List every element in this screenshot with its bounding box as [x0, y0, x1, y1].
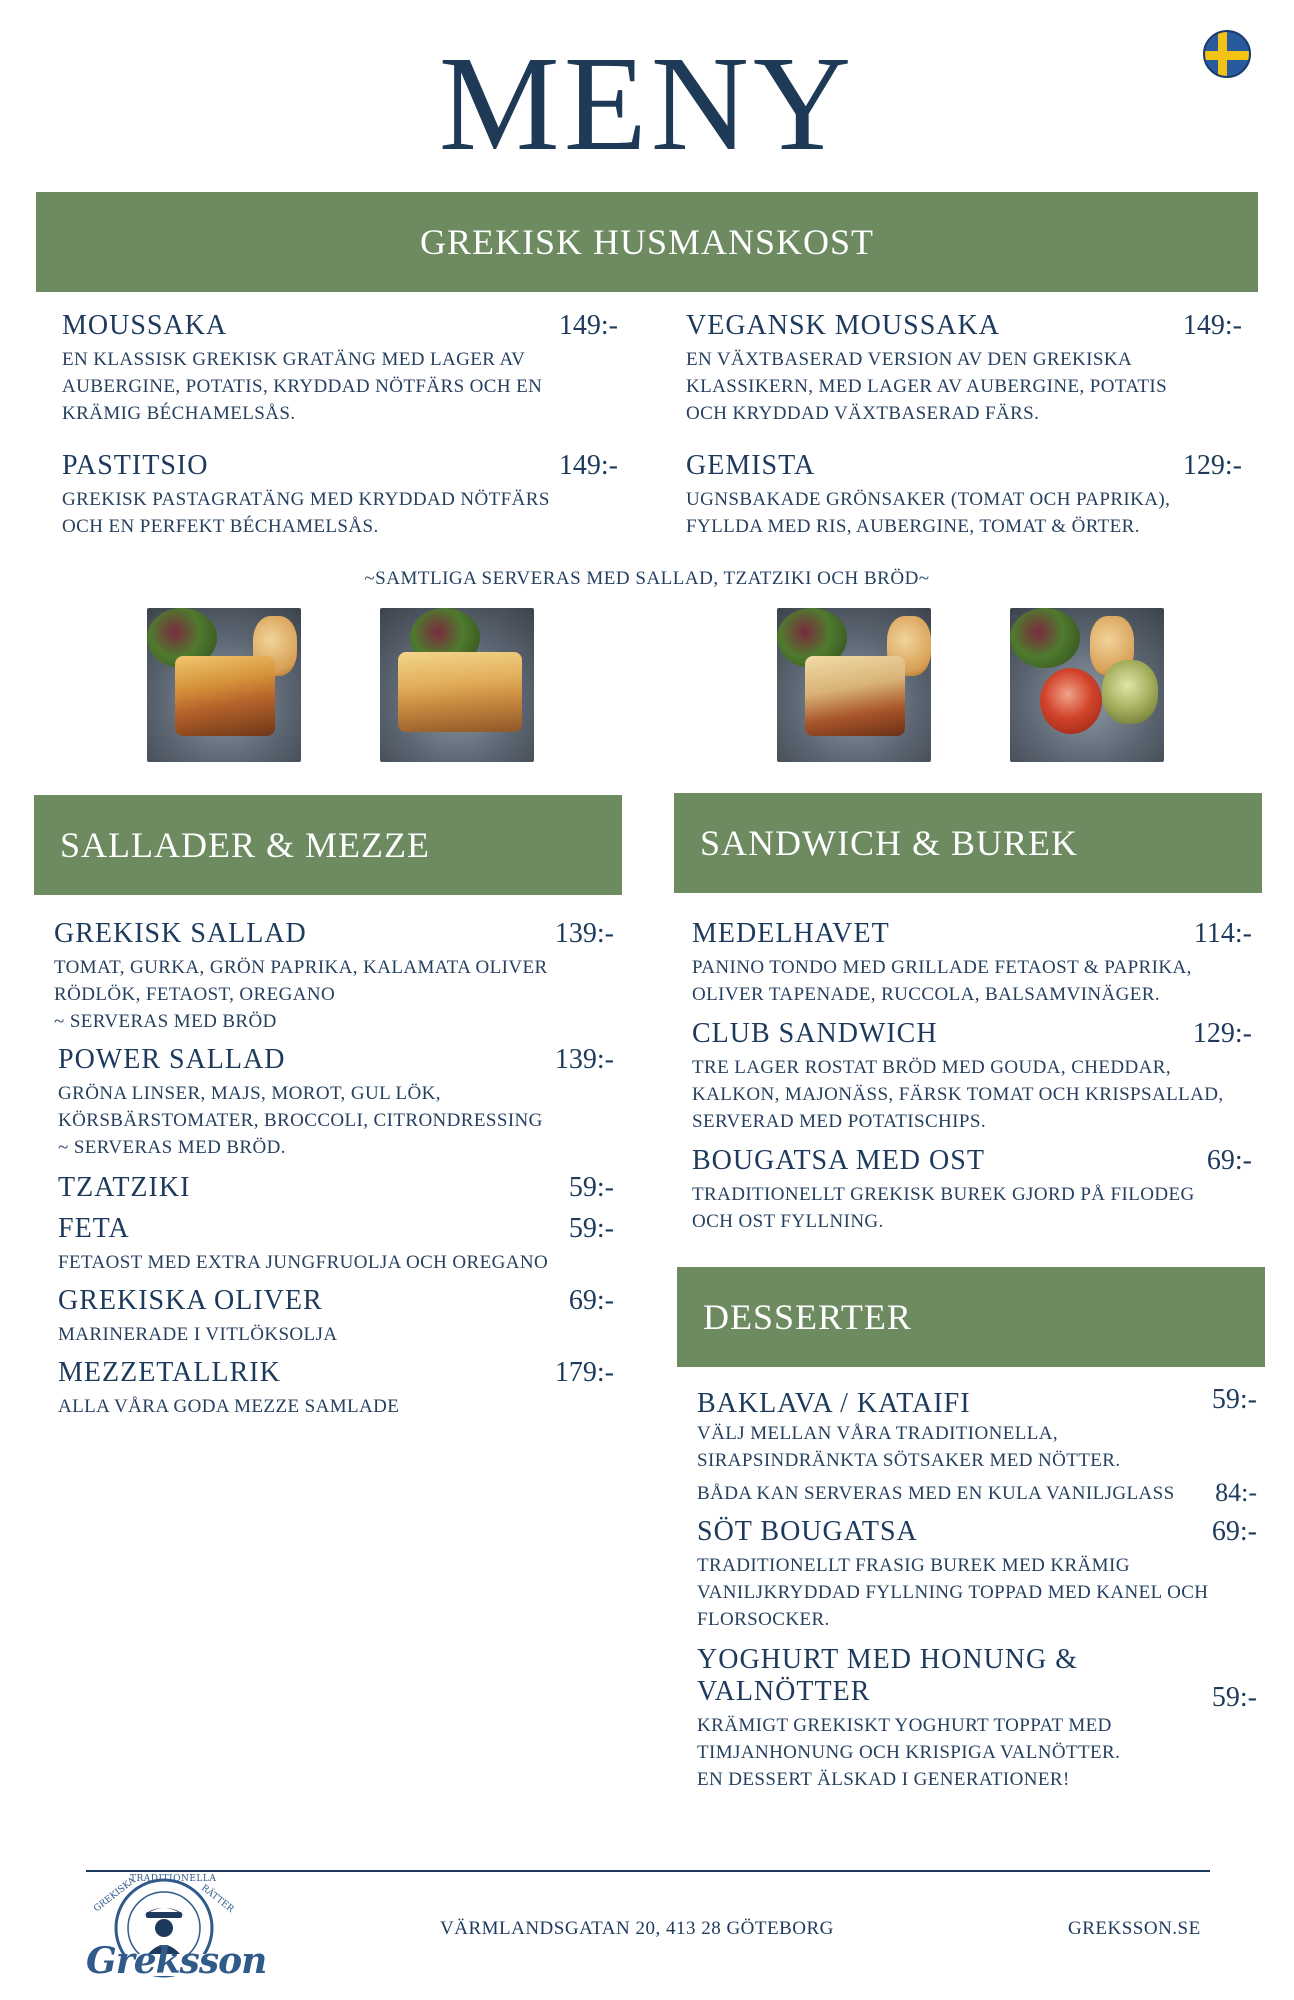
logo-wordmark: Greksson — [86, 1940, 267, 1982]
menu-item-vegansk-moussaka — [686, 310, 1242, 427]
item-name: GEMISTA — [686, 450, 816, 481]
item-name: FETA — [58, 1213, 130, 1244]
footer-divider — [86, 1870, 1210, 1872]
item-description: EN KLASSISK GREKISK GRATÄNG MED LAGER AV AUBERGINE, POTATIS, KRYDDAD NÖTFÄRS OCH EN KRÄMIG BÉCHAMELSÅS. — [62, 349, 543, 425]
item-description: KRÄMIGT GREKISKT YOGHURT TOPPAT MED TIMJANHONUNG OCH KRISPIGA VALNÖTTER. EN DESSERT ÄLSKAD I GENERATIONER! — [697, 1715, 1121, 1791]
item-price: 149:- — [1182, 310, 1242, 341]
item-description: ALLA VÅRA GODA MEZZE SAMLADE — [58, 1396, 400, 1418]
item-price: 129:- — [1182, 450, 1242, 481]
item-name: GREKISK SALLAD — [54, 918, 307, 949]
item-price: 59:- — [1211, 1682, 1257, 1713]
item-price: 139:- — [554, 1044, 614, 1075]
menu-item-gemista — [686, 450, 1242, 540]
section-header-desserter — [677, 1267, 1265, 1367]
item-price: 129:- — [1192, 1018, 1252, 1049]
item-description: PANINO TONDO MED GRILLADE FETAOST & PAPRIKA, OLIVER TAPENADE, RUCCOLA, BALSAMVINÄGER. — [692, 957, 1192, 1006]
extra-price: 84:- — [1215, 1478, 1257, 1508]
item-price: 69:- — [1211, 1516, 1257, 1547]
footer-website-link[interactable]: GREKSSON.SE — [1068, 1918, 1201, 1939]
serving-note: ~SAMTLIGA SERVERAS MED SALLAD, TZATZIKI OCH BRÖD~ — [364, 568, 930, 589]
item-price: 149:- — [558, 450, 618, 481]
extra-description: BÅDA KAN SERVERAS MED EN KULA VANILJGLASS — [697, 1483, 1175, 1505]
menu-item-feta — [58, 1213, 614, 1276]
item-description: GREKISK PASTAGRATÄNG MED KRYDDAD NÖTFÄRS OCH EN PERFEKT BÉCHAMELSÅS. — [62, 489, 550, 538]
section-header-sandwich — [674, 793, 1262, 893]
page-title: MENY — [438, 29, 856, 179]
item-price: 179:- — [554, 1357, 614, 1388]
item-description: UGNSBAKADE GRÖNSAKER (TOMAT OCH PAPRIKA), FYLLDA MED RIS, AUBERGINE, TOMAT & ÖRTER. — [686, 489, 1171, 538]
gemista-photo — [1010, 608, 1164, 762]
item-name: MOUSSAKA — [62, 310, 228, 341]
item-description: GRÖNA LINSER, MAJS, MOROT, GUL LÖK, KÖRSBÄRSTOMATER, BROCCOLI, CITRONDRESSING ~ SERVERAS MED BRÖD. — [58, 1083, 543, 1159]
menu-item-moussaka — [62, 310, 618, 427]
item-description: MARINERADE I VITLÖKSOLJA — [58, 1324, 338, 1346]
item-description: TRADITIONELLT GREKISK BUREK GJORD PÅ FILODEG OCH OST FYLLNING. — [692, 1184, 1195, 1233]
item-description: FETAOST MED EXTRA JUNGFRUOLJA OCH OREGANO — [58, 1252, 549, 1274]
menu-item-pastitsio — [62, 450, 618, 540]
menu-item-yoghurt — [697, 1644, 1257, 1793]
item-price: 69:- — [568, 1285, 614, 1316]
menu-item-grekiska-oliver — [58, 1285, 614, 1348]
chef-logo-icon[interactable] — [86, 1874, 267, 1986]
moussaka-photo — [147, 608, 301, 762]
swedish-flag-icon[interactable] — [1203, 30, 1251, 78]
item-name: VEGANSK MOUSSAKA — [686, 310, 1000, 341]
item-name: YOGHURT MED HONUNG & VALNÖTTER — [697, 1644, 1079, 1708]
menu-item-baklava-kataifi — [697, 1384, 1257, 1508]
menu-item-sot-bougatsa — [697, 1516, 1257, 1633]
menu-item-mezzetallrik — [58, 1357, 614, 1420]
item-price: 59:- — [568, 1172, 614, 1203]
item-description: TRE LAGER ROSTAT BRÖD MED GOUDA, CHEDDAR, KALKON, MAJONÄSS, FÄRSK TOMAT OCH KRISPSALLAD, SERVERAD MED POTATISCHIPS. — [692, 1057, 1224, 1133]
pastitsio-photo — [380, 608, 534, 762]
footer-address: VÄRMLANDSGATAN 20, 413 28 GÖTEBORG — [440, 1918, 834, 1939]
item-name: POWER SALLAD — [58, 1044, 286, 1075]
item-price: 69:- — [1206, 1145, 1252, 1176]
section-title: SALLADER & MEZZE — [60, 825, 430, 865]
menu-item-club-sandwich — [692, 1018, 1252, 1135]
item-price: 139:- — [554, 918, 614, 949]
item-name: SÖT BOUGATSA — [697, 1516, 918, 1547]
vegansk-moussaka-photo — [777, 608, 931, 762]
section-title: GREKISK HUSMANSKOST — [419, 222, 875, 262]
item-price: 59:- — [568, 1213, 614, 1244]
item-description: EN VÄXTBASERAD VERSION AV DEN GREKISKA KLASSIKERN, MED LAGER AV AUBERGINE, POTATIS OCH KRYDDAD VÄXTBASERAD FÄRS. — [686, 349, 1168, 425]
menu-item-tzatziki — [58, 1172, 614, 1204]
menu-item-grekisk-sallad — [54, 918, 614, 1035]
item-price: 149:- — [558, 310, 618, 341]
item-price: 59:- — [1211, 1384, 1257, 1415]
menu-item-power-sallad — [58, 1044, 614, 1161]
section-header-sallader — [34, 795, 622, 895]
logo-ring-left: GREKISKA — [92, 1875, 138, 1915]
item-price: 114:- — [1193, 918, 1252, 949]
item-name: CLUB SANDWICH — [692, 1018, 938, 1049]
item-description: TRADITIONELLT FRASIG BUREK MED KRÄMIG VANILJKRYDDAD FYLLNING TOPPAD MED KANEL OCH FLORSOCKER. — [697, 1555, 1209, 1631]
item-description: TOMAT, GURKA, GRÖN PAPRIKA, KALAMATA OLIVER RÖDLÖK, FETAOST, OREGANO ~ SERVERAS MED BRÖD — [54, 957, 548, 1033]
logo-ring-top: TRADITIONELLA — [130, 1874, 217, 1884]
item-name: PASTITSIO — [62, 450, 209, 481]
item-name: BAKLAVA / KATAIFI — [697, 1388, 971, 1419]
section-header-husmanskost — [36, 192, 1258, 292]
item-name: GREKISKA OLIVER — [58, 1285, 323, 1316]
item-extra-option — [697, 1478, 1257, 1508]
menu-item-medelhavet — [692, 918, 1252, 1008]
item-description: VÄLJ MELLAN VÅRA TRADITIONELLA, SIRAPSINDRÄNKTA SÖTSAKER MED NÖTTER. — [697, 1423, 1121, 1472]
menu-item-bougatsa-med-ost — [692, 1145, 1252, 1235]
item-name: TZATZIKI — [58, 1172, 191, 1203]
item-name: BOUGATSA MED OST — [692, 1145, 985, 1176]
item-name: MEDELHAVET — [692, 918, 890, 949]
section-title: DESSERTER — [703, 1297, 912, 1337]
item-name: MEZZETALLRIK — [58, 1357, 281, 1388]
logo-ring-right: RÄTTER — [198, 1883, 236, 1915]
section-title: SANDWICH & BUREK — [700, 823, 1079, 863]
